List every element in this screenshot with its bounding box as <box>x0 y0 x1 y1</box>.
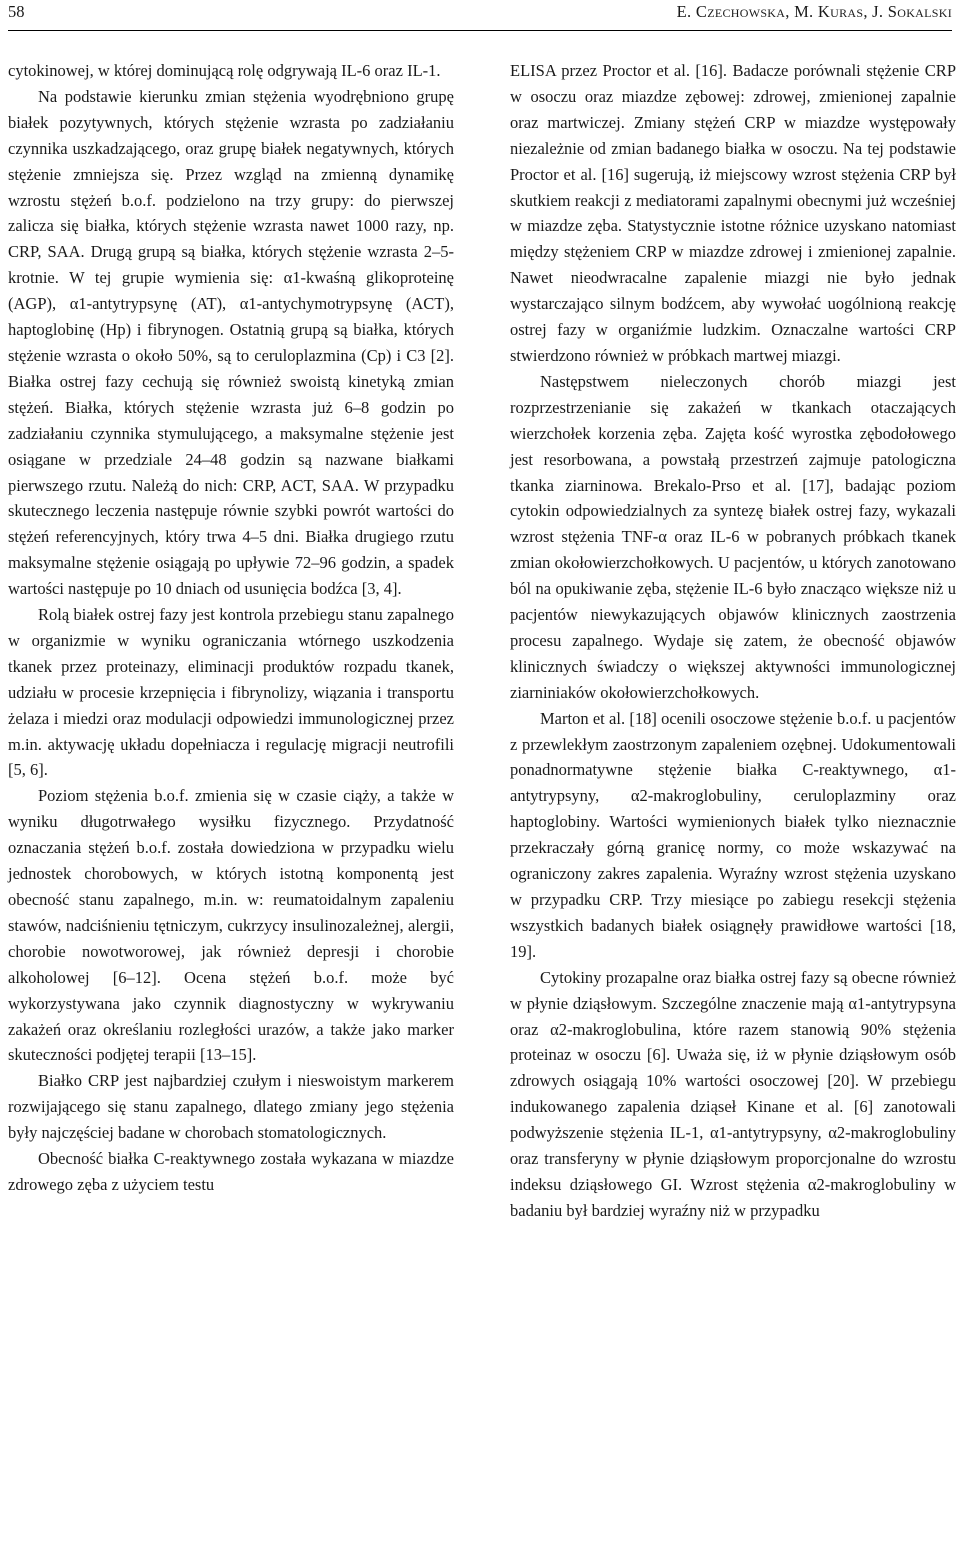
paragraph: Białko CRP jest najbardziej czułym i nieswoistym markerem rozwijającego się stanu zapalnego, dlatego zmiany jego stężenia były najczęściej badane w chorobach stomatologicznych. <box>8 1071 454 1143</box>
left-column <box>8 58 454 1198</box>
page-number: 58 <box>8 2 25 21</box>
paragraph: Rolą białek ostrej fazy jest kontrola przebiegu stanu zapalnego w organizmie w wyniku ograniczania wtórnego uszkodzenia tkanek przez proteinazy, eliminacji produktów rozpadu tkanek, udziału w procesie krzepnięcia i fibrynolizy, wiązania i transportu żelaza i miedzi oraz modulacji odpowiedzi immunologicznej przez m.in. aktywację układu dopełniacza i regulację migracji neutrofili [5, 6]. <box>8 605 454 780</box>
paragraph-continuation: ELISA przez Proctor et al. [16]. Badacze porównali stężenie CRP w osoczu oraz miazdze zębowej: zdrowej, zmienionej zapalnie oraz martwiczej. Zmiany stężeń CRP w miazdze występowały niezależnie od zmian badanego białka w osoczu. Na tej podstawie Proctor et al. [16] sugerują, iż miejscowy wzrost stężenia CRP był skutkiem reakcji z mediatorami zapalnymi obecnymi już wcześniej w miazdze zęba. Statystycznie istotne różnice uzyskano natomiast między stężeniem CRP w miazdze zdrowej i zmienionej zapalnie. Nawet nieodwracalne zapalenie miazgi nie było jednak wystarczająco silnym bodźcem, aby wywołać uogólnioną reakcję ostrej fazy w organiźmie ludzkim. Oznaczalne wartości CRP stwierdzono również w próbkach martwej miazgi. <box>510 61 956 365</box>
paragraph: Obecność białka C-reaktywnego została wykazana w miazdze zdrowego zęba z użyciem testu <box>8 1149 454 1194</box>
right-column <box>510 58 956 1224</box>
paragraph: Na podstawie kierunku zmian stężenia wyodrębniono grupę białek pozytywnych, których stężenie wzrasta po zadziałaniu czynnika uszkadzającego, oraz grupę białek negatywnych, których stężenie zmniejsza się. Przez wzgląd na zmienną dynamikę wzrostu stężeń b.o.f. podzielono na trzy grupy: do pierwszej zalicza się białka, których stężenie wzrasta nawet 1000 razy, np. CRP, SAA. Drugą grupą są białka, których stężenie wzrasta 2–5-krotnie. W tej grupie wymienia się: α1-kwaśną glikoproteinę (AGP), α1-antytrypsynę (AT), α1-antychymotrypsynę (ACT), haptoglobinę (Hp) i fibrynogen. Ostatnią grupą są białka, których stężenie wzrasta o około 50%, są to ceruloplazmina (Cp) i C3 [2]. Białka ostrej fazy cechują się również swoistą kinetyką zmian stężeń. Białka, których stężenie wzrasta już 6–8 godzin po zadziałaniu czynnika stymulującego, a maksymalne stężenie jest osiągane w przedziale 24–48 godzin są nazwane białkami pierwszego rzutu. Należą do nich: CRP, ACT, SAA. W przypadku skutecznego leczenia następuje równie szybki powrót wartości do stężeń referencyjnych, który trwa 4–5 dni. Białka drugiego rzutu maksymalne stężenie osiągają po upływie 72–96 godzin, a spadek wartości następuje po 10 dniach od usunięcia bodźca [3, 4]. <box>8 86 454 599</box>
paragraph-continuation: cytokinowej, w której dominującą rolę odgrywają IL-6 oraz IL-1. <box>8 61 441 80</box>
page-header <box>8 0 952 31</box>
paragraph: Poziom stężenia b.o.f. zmienia się w czasie ciąży, a także w wyniku długotrwałego wysiłku fizycznego. Przydatność oznaczania stężeń b.o.f. została dowiedziona w przypadku wielu jednostek chorobowych, w których istotną komponentą jest obecność stanu zapalnego, m.in. w: reumatoidalnym zapaleniu stawów, nadciśnieniu tętniczym, cukrzycy insulinozależnej, alergii, chorobie nowotworowej, jak również depresji i chorobie alkoholowej [6–12]. Ocena stężeń b.o.f. może być wykorzystywana jako czynnik diagnostyczny w wykrywaniu zakażeń oraz określaniu rozległości urazów, a także jako marker skuteczności podjętej terapii [13–15]. <box>8 786 454 1065</box>
running-head: E. Czechowska, M. Kuras, J. Sokalski <box>676 2 952 21</box>
paragraph: Marton et al. [18] ocenili osoczowe stężenie b.o.f. u pacjentów z przewlekłym zaostrzonym zapaleniem ozębnej. Udokumentowali ponadnormatywne stężenie białka C-reaktywnego, α1-antytrypsyny, α2-makroglobuliny, ceruloplazminy oraz haptoglobiny. Wartości wymienionych białek tylko nieznacznie przekraczały górną granicę normy, co może wskazywać na ograniczony zakres zapalenia. Wyraźny wzrost stężenia uzyskano w przypadku CRP. Trzy miesiące po zabiegu resekcji stężenia wszystkich badanych białek osiągnęły prawidłowe wartości [18, 19]. <box>510 708 956 961</box>
paragraph: Cytokiny prozapalne oraz białka ostrej fazy są obecne również w płynie dziąsłowym. Szczególne znaczenie mają α1-antytrypsyna oraz α2-makroglobulina, które razem stanowią 90% stężenia proteinaz w osoczu [6]. Uważa się, iż w płynie dziąsłowym osób zdrowych osiągają 10% wartości osoczowej [20]. W przebiegu indukowanego zapalenia dziąseł Kinane et al. [6] zanotowali podwyższenie stężenia IL-1, α1-antytrypsyny, α2-makroglobuliny oraz transferyny w płynie dziąsłowym proporcjonalne do wzrostu indeksu dziąsłowego GI. Wzrost stężenia α2-makroglobuliny w badaniu był bardziej wyraźny niż w przypadku <box>510 967 956 1220</box>
paragraph: Następstwem nieleczonych chorób miazgi jest rozprzestrzenianie się zakażeń w tkankach otaczających wierzchołek korzenia zęba. Zajęta kość wyrostka zębodołowego jest resorbowana, a powstałą przestrzeń zajmuje patologiczna tkanka ziarninowa. Brekalo-Prso et al. [17], badając poziom cytokin odpowiedzialnych za syntezę białek ostrej fazy, wykazali wzrost stężenia TNF-α oraz IL-6 w pobranych próbkach tkanek zmian okołowierzchołkowych. U pacjentów, u których zanotowano ból na opukiwanie zęba, stężenie IL-6 było znacząco większe niż u pacjentów niewykazujących objawów klinicznych zaostrzenia procesu zapalnego. Wydaje się zatem, że obecność objawów klinicznych świadczy o większej aktywności immunologicznej ziarniniaków okołowierzchołkowych. <box>510 371 956 702</box>
